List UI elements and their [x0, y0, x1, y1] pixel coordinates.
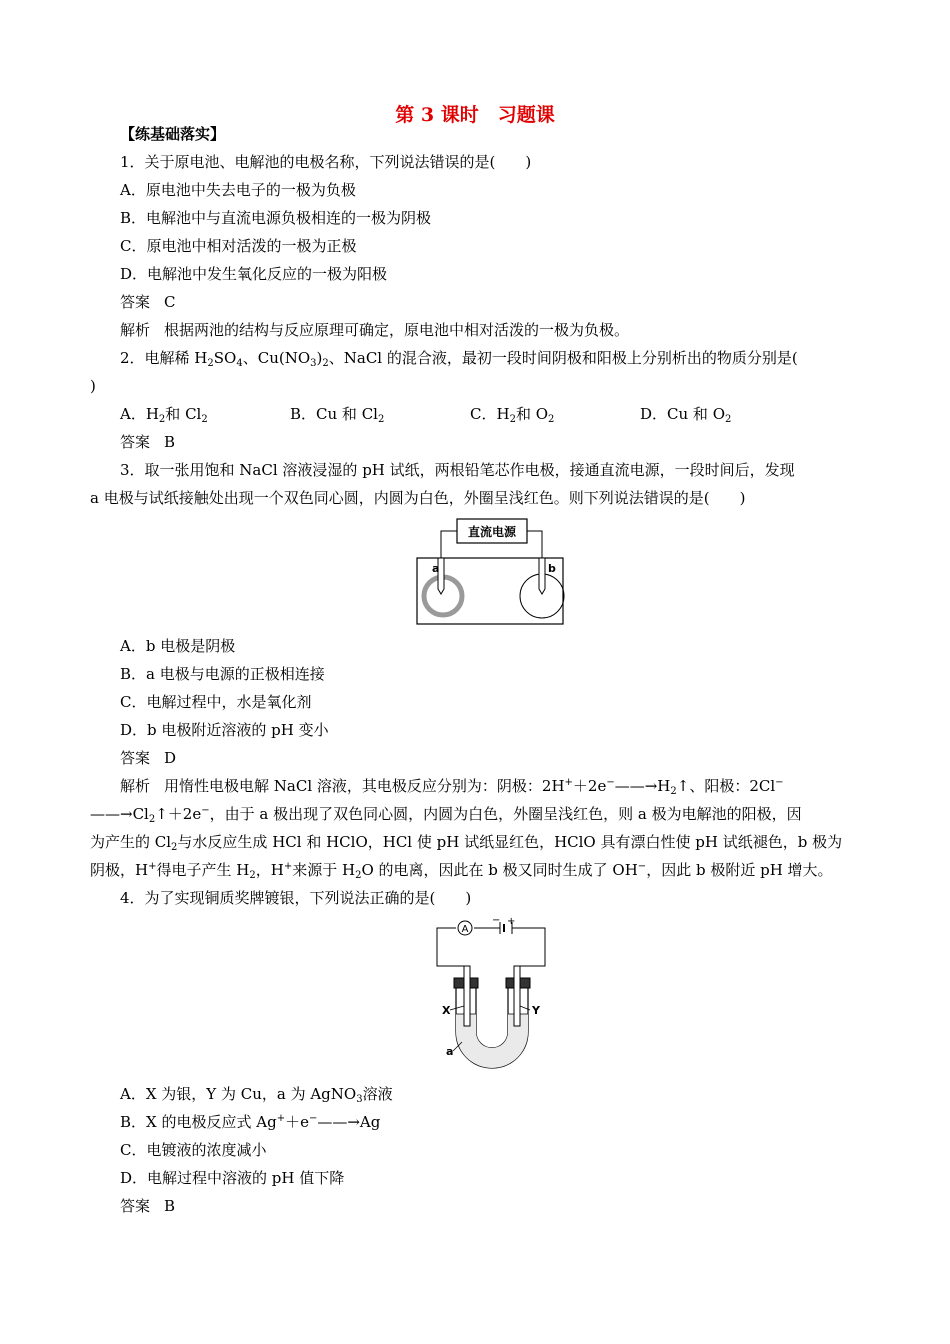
subscript: 4 — [236, 358, 243, 369]
subscript: 2 — [171, 842, 178, 853]
text: A．X 为银，Y 为 Cu，a 为 AgNO — [120, 1085, 357, 1103]
wire-right — [527, 531, 542, 558]
analysis-label: 解析 — [120, 777, 151, 795]
superscript: − — [308, 1113, 318, 1124]
subscript: 2 — [355, 870, 362, 881]
q3-analysis-line1 — [120, 776, 784, 796]
electrode-b — [539, 558, 545, 594]
text: ↑、阳极：2Cl — [676, 777, 776, 795]
q3-analysis-line2 — [90, 804, 802, 824]
subscript: 2 — [548, 414, 555, 425]
electrode-y — [514, 966, 520, 1026]
ammeter-label: A — [461, 924, 469, 935]
q1-option-d: D．电解池中发生氧化反应的一极为阳极 — [120, 265, 388, 283]
pointer-x — [450, 1006, 464, 1010]
answer-label: 答案 — [120, 749, 151, 767]
text: O 的电离，因此在 b 极又同时生成了 OH — [361, 861, 638, 879]
q4-stem: 4．为了实现铜质奖牌镀银，下列说法正确的是( ) — [120, 889, 472, 907]
electrode-x — [464, 966, 470, 1026]
superscript: − — [201, 805, 210, 816]
q4-option-b — [120, 1112, 380, 1132]
text: 用惰性电极电解 NaCl 溶液，其电极反应分别为：阴极：2H — [164, 777, 565, 795]
negative-sign: − — [492, 915, 501, 926]
text: ，H — [255, 861, 284, 879]
text: 为产生的 Cl — [90, 833, 172, 851]
text: 与水反应生成 HCl 和 HClO，HCl 使 pH 试纸显红色，HClO 具有漂白性使 pH 试纸褪色，b 极为 — [177, 833, 843, 851]
text: ——→H — [614, 777, 671, 795]
text: 2．电解稀 H — [120, 349, 208, 367]
superscript: + — [283, 861, 293, 872]
text: D．Cu 和 O — [640, 405, 725, 423]
q1-answer — [120, 292, 176, 312]
text: 阴极，H — [90, 861, 149, 879]
electrolysis-ph-paper-figure — [415, 516, 567, 628]
dc-power-label: 直流电源 — [467, 525, 517, 539]
text: A．H — [120, 405, 159, 423]
subscript: 2 — [148, 814, 156, 825]
label-y: Y — [532, 1004, 540, 1017]
text: B．X 的电极反应式 Ag — [120, 1113, 277, 1131]
q1-option-a: A．原电池中失去电子的一极为负极 — [120, 181, 356, 199]
q2-options — [120, 404, 731, 424]
q1-stem: 1．关于原电池、电解池的电极名称，下列说法错误的是( ) — [120, 153, 532, 171]
text: C．H — [470, 405, 510, 423]
answer-value: C — [164, 293, 176, 311]
wire-right — [512, 928, 545, 966]
q1-option-c: C．原电池中相对活泼的一极为正极 — [120, 237, 357, 255]
q3-stem-line2: a 电极与试纸接触处出现一个双色同心圆，内圆为白色，外圈呈浅红色。则下列说法错误的是( ) — [90, 489, 746, 507]
q3-analysis-line4 — [90, 860, 833, 880]
page-title: 第 3 课时 习题课 — [395, 104, 555, 126]
q1-analysis — [120, 320, 629, 340]
text: 溶液 — [362, 1085, 393, 1103]
q1-option-b: B．电解池中与直流电源负极相连的一极为阴极 — [120, 209, 432, 227]
q4-answer — [120, 1196, 175, 1216]
superscript: − — [775, 777, 784, 788]
q2-option-d — [640, 405, 731, 423]
q3-option-c: C．电解过程中，水是氧化剂 — [120, 693, 312, 711]
superscript: + — [276, 1113, 286, 1124]
text: 和 Cl — [165, 405, 202, 423]
superscript: − — [606, 777, 615, 788]
subscript: 2 — [322, 358, 329, 369]
subscript: 2 — [377, 414, 385, 425]
superscript: + — [148, 861, 157, 872]
subscript: 2 — [670, 786, 677, 797]
text: ——→Cl — [90, 805, 149, 823]
section-heading: 【练基础落实】 — [120, 125, 226, 143]
q3-option-d: D．b 电极附近溶液的 pH 变小 — [120, 721, 329, 739]
label-a: a — [446, 1045, 454, 1058]
answer-value: D — [164, 749, 177, 767]
text: ＋2e — [572, 777, 607, 795]
subscript: 2 — [249, 870, 256, 881]
subscript: 2 — [201, 414, 208, 425]
subscript: 2 — [207, 358, 214, 369]
text: B．Cu 和 Cl — [290, 405, 378, 423]
text: ——→Ag — [317, 1113, 381, 1131]
subscript: 2 — [509, 414, 516, 425]
q2-option-a — [120, 404, 290, 424]
q2-option-b — [290, 404, 470, 424]
answer-label: 答案 — [120, 1197, 151, 1215]
q2-stem-line2: ) — [90, 377, 96, 395]
answer-value: B — [164, 433, 176, 451]
text: 、Cu(NO — [242, 349, 311, 367]
text: 和 O — [515, 405, 549, 423]
q2-answer — [120, 432, 175, 452]
q2-option-c — [470, 404, 640, 424]
q4-option-a — [120, 1084, 393, 1104]
label-a: a — [432, 562, 440, 575]
text: 得电子产生 H — [156, 861, 250, 879]
q3-analysis-line3 — [90, 832, 842, 852]
answer-label: 答案 — [120, 293, 151, 311]
wire-left — [441, 531, 457, 558]
analysis-label: 解析 — [120, 321, 151, 339]
answer-label: 答案 — [120, 433, 151, 451]
label-x: X — [442, 1004, 451, 1017]
electroplating-u-tube-figure — [432, 914, 552, 1074]
subscript: 3 — [310, 358, 317, 369]
text: 来源于 H — [292, 861, 356, 879]
analysis-text: 根据两池的结构与反应原理可确定，原电池中相对活泼的一极为负极。 — [164, 321, 630, 339]
text: ＋e — [285, 1113, 309, 1131]
q3-answer — [120, 748, 176, 768]
text: ，由于 a 极出现了双色同心圆，内圆为白色，外圈呈浅红色，则 a 极为电解池的阳极，因 — [209, 805, 802, 823]
q4-option-c: C．电镀液的浓度减小 — [120, 1141, 267, 1159]
q3-stem: 3．取一张用饱和 NaCl 溶液浸湿的 pH 试纸，两根铅笔芯作电极，接通直流电源，一段时间后，发现 — [120, 461, 795, 479]
q2-stem — [120, 348, 798, 368]
q4-option-d: D．电解过程中溶液的 pH 值下降 — [120, 1169, 345, 1187]
subscript: 3 — [356, 1094, 363, 1105]
text: ，因此 b 极附近 pH 增大。 — [646, 861, 833, 879]
q3-option-b: B．a 电极与电源的正极相连接 — [120, 665, 325, 683]
text: ↑＋2e — [155, 805, 202, 823]
answer-value: B — [164, 1197, 176, 1215]
text: ) — [316, 349, 323, 367]
u-tube-inner — [476, 984, 508, 1048]
label-b: b — [548, 562, 556, 575]
subscript: 2 — [725, 414, 732, 425]
text: 、NaCl 的混合液，最初一段时间阴极和阳极上分别析出的物质分别是( — [328, 349, 798, 367]
superscript: − — [637, 861, 647, 872]
subscript: 2 — [158, 414, 166, 425]
text: SO — [213, 349, 237, 367]
superscript: + — [564, 777, 573, 788]
positive-sign: + — [507, 916, 516, 927]
q3-option-a: A．b 电极是阴极 — [120, 637, 236, 655]
